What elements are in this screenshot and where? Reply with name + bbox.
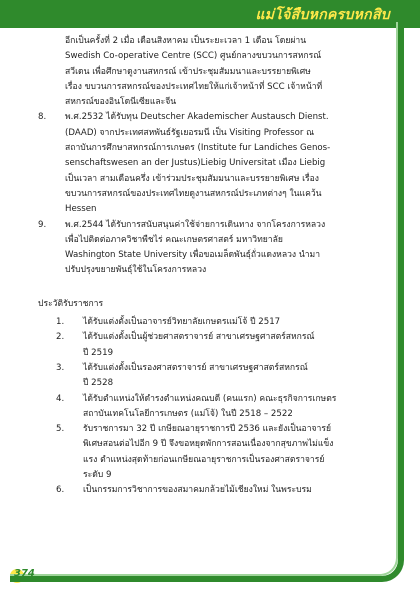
text-line: Swedish Co-operative Centre (SCC) ศูนย์กลางขบวนการสหกรณ์ (65, 51, 322, 62)
page-number: 374 (14, 568, 34, 584)
text-line: ปี 2519 (83, 347, 114, 358)
list-item-4 (56, 392, 382, 423)
text-line: ขบวนการสหกรณ์ของประเทศไทยดูงานสหกรณ์ประเภทต่างๆ ในแคว้น (65, 188, 322, 199)
text-line: เป็นเวลา สามเดือนครึ่ง เข้าร่วมประชุมสัมมนาและบรรยายพิเศษ เรื่อง (65, 173, 320, 184)
list-item-6 (56, 483, 382, 498)
header-title: แม่โจ้สืบหกครบหกสิบ (255, 7, 390, 23)
list-number: 5. (56, 424, 65, 435)
text-line: ได้รับแต่งตั้งเป็นรองศาสตราจารย์ สาขาเศรษฐศาสตร์สหกรณ์ (83, 362, 308, 373)
text-line: สหกรณ์ของอินโดนีเซียและจีน (65, 97, 177, 108)
text-line: พ.ศ.2544 ได้รับการสนับสนุนค่าใช้จ่ายการเดินทาง จากโครงการหลวง (65, 219, 326, 230)
list-number: 6. (56, 485, 65, 496)
text-line: พ.ศ.2532 ได้รับทุน Deutscher Akademischer Austausch Dienst. (65, 112, 329, 123)
text-line: ปรับปรุงขยายพันธุ์ใช้ในโครงการหลวง (65, 265, 207, 276)
list-number: 1. (56, 317, 65, 328)
text-line: เป็นกรรมการวิชาการของสมาคมกล้วยไม้เชียงใหม่ ในพระบรม (83, 485, 312, 496)
text-line: ได้รับแต่งตั้งเป็นอาจารย์วิทยาลัยเกษตรแม่โจ้ ปี 2517 (83, 317, 281, 328)
continuation-paragraph (38, 34, 382, 110)
list-number: 3. (56, 362, 65, 373)
text-line: senschaftswesen an der Justus)Liebig Universitat เมือง Liebig (65, 158, 326, 169)
list-number: 2. (56, 332, 65, 343)
text-line: สถาบันการศึกษาสหกรณ์การเกษตร (Institute fur Landiches Genos- (65, 143, 331, 154)
text-line: ได้รับแต่งตั้งเป็นผู้ช่วยศาสตราจารย์ สาขาเศรษฐศาสตร์สหกรณ์ (83, 332, 315, 343)
document-body (38, 34, 382, 499)
header-bar (0, 0, 420, 28)
text-line: ได้รับตำแหน่งให้ดำรงตำแหน่งคณบดี (คนแรก) คณะธุรกิจการเกษตร (83, 393, 337, 404)
list-item-9 (38, 218, 382, 279)
list-number: 4. (56, 393, 65, 404)
text-line: ปี 2528 (83, 378, 114, 389)
text-line: เพื่อไปติดต่อภาควิชาพืชไร่ คณะเกษตรศาสตร์ มหาวิทยาลัย (65, 234, 283, 245)
text-line: เรื่อง ขบวนการสหกรณ์ของประเทศไทยให้แก่เจ้าหน้าที่ SCC เจ้าหน้าที่ (65, 81, 323, 92)
list-item-1 (56, 315, 382, 330)
list-item-3 (56, 361, 382, 392)
text-line: Washington State University เพื่อขอเมล็ดพันธุ์ถั่วแดงหลวง นำมา (65, 250, 321, 261)
text-line: แรง ตำแหน่งสุดท้ายก่อนเกษียณอายุราชการเป็นรองศาสตราจารย์ (83, 454, 325, 465)
text-line: รับราชการมา 32 ปี เกษียณอายุราชการปี 2536 และยังเป็นอาจารย์ (83, 424, 332, 435)
service-history-list (38, 315, 382, 499)
list-item-5 (56, 422, 382, 483)
text-line: Hessen (65, 204, 97, 215)
text-line: ระดับ 9 (83, 470, 112, 481)
list-number: 8. (38, 112, 47, 123)
text-line: อีกเป็นครั้งที่ 2 เมื่อ เดือนสิงหาคม เป็นระยะเวลา 1 เดือน โดยผ่าน (65, 36, 307, 46)
text-line: พิเศษสอนต่อไปอีก 9 ปี จึงขอหยุดพักการสอนเนื่องจากสุขภาพไม่แข็ง (83, 439, 334, 450)
list-item-2 (56, 330, 382, 361)
text-line: สวีเดน เพื่อศึกษาดูงานสหกรณ์ เข้าประชุมสัมมนาและบรรยายพิเศษ (65, 66, 311, 77)
text-line: สถาบันเทคโนโลยีการเกษตร (แม่โจ้) ในปี 2518 – 2522 (83, 408, 293, 419)
list-number: 9. (38, 219, 47, 230)
section-heading: ประวัติรับราชการ (38, 298, 104, 309)
text-line: (DAAD) จากประเทศสหพันธ์รัฐเยอรมนี เป็น Visiting Professor ณ (65, 127, 315, 138)
list-item-8 (38, 110, 382, 217)
